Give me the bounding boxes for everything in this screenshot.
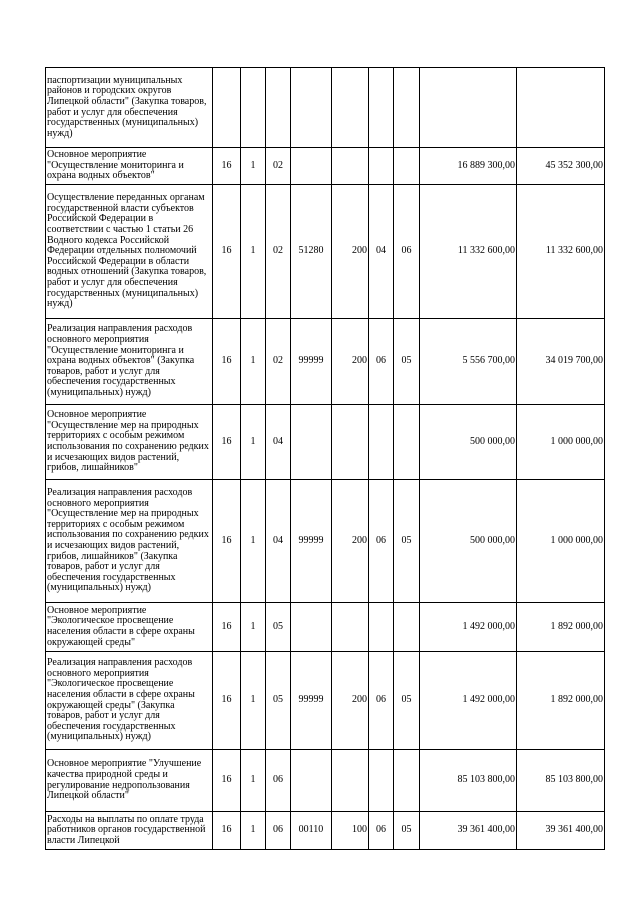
code-measure: 02 [266, 148, 291, 185]
code-direction: 99999 [291, 319, 332, 405]
code-subprogram: 1 [241, 750, 266, 812]
code-subsection: 06 [394, 185, 420, 319]
code-expense-type: 200 [332, 319, 369, 405]
code-expense-type [332, 405, 369, 480]
code-direction [291, 750, 332, 812]
code-measure [266, 68, 291, 148]
code-section [369, 603, 394, 652]
amount-year-2: 34 019 700,00 [517, 319, 605, 405]
code-program: 16 [213, 480, 241, 603]
code-section: 06 [369, 319, 394, 405]
table-row [46, 652, 605, 750]
code-program: 16 [213, 812, 241, 850]
code-program [213, 68, 241, 148]
amount-year-1: 11 332 600,00 [420, 185, 517, 319]
code-measure: 04 [266, 405, 291, 480]
code-subsection [394, 148, 420, 185]
row-name: Реализация направления расходов основного мероприятия "Осуществление мер на природных территориях с особым режимом использования по сохранению редких и исчезающих видов растений, грибов, лишайников" (Закупка товаров, работ и услуг для обеспечения государственных (муниципальных) нужд) [46, 480, 213, 603]
code-program: 16 [213, 185, 241, 319]
amount-year-1: 500 000,00 [420, 480, 517, 603]
row-name: Осуществление переданных органам государственной власти субъектов Российской Федерации в соответствии с частью 1 статьи 26 Водного кодекса Российской Федерации отдельных полномочий Российской Федерации в области водных отношений (Закупка товаров, работ и услуг для обеспечения государственных (муниципальных) нужд) [46, 185, 213, 319]
code-subprogram: 1 [241, 812, 266, 850]
amount-year-2: 45 352 300,00 [517, 148, 605, 185]
code-expense-type: 200 [332, 480, 369, 603]
table-row [46, 812, 605, 850]
budget-table [45, 67, 605, 850]
code-subsection: 05 [394, 652, 420, 750]
code-subsection: 05 [394, 812, 420, 850]
amount-year-2: 11 332 600,00 [517, 185, 605, 319]
code-program: 16 [213, 405, 241, 480]
code-section: 06 [369, 812, 394, 850]
code-subsection: 05 [394, 480, 420, 603]
code-section [369, 68, 394, 148]
row-name: Реализация направления расходов основного мероприятия "Осуществление мониторинга и охрана водных объектов" (Закупка товаров, работ и услуг для обеспечения государственных (муниципальных) нужд) [46, 319, 213, 405]
code-subprogram: 1 [241, 185, 266, 319]
amount-year-2 [517, 68, 605, 148]
amount-year-2: 1 892 000,00 [517, 652, 605, 750]
code-section [369, 405, 394, 480]
table-row [46, 405, 605, 480]
code-program: 16 [213, 652, 241, 750]
code-section: 06 [369, 480, 394, 603]
table-row [46, 750, 605, 812]
table-row [46, 68, 605, 148]
table-row [46, 319, 605, 405]
row-name: Основное мероприятие "Экологическое просвещение населения области в сфере охраны окружающей среды" [46, 603, 213, 652]
code-subprogram: 1 [241, 319, 266, 405]
code-subprogram: 1 [241, 603, 266, 652]
code-direction: 99999 [291, 652, 332, 750]
row-name: Расходы на выплаты по оплате труда работников органов государственной власти Липецкой [46, 812, 213, 850]
table-row [46, 603, 605, 652]
code-measure: 06 [266, 812, 291, 850]
code-program: 16 [213, 319, 241, 405]
code-direction: 00110 [291, 812, 332, 850]
code-expense-type: 200 [332, 185, 369, 319]
code-expense-type [332, 750, 369, 812]
code-subsection [394, 750, 420, 812]
amount-year-1: 1 492 000,00 [420, 603, 517, 652]
code-section [369, 148, 394, 185]
code-program: 16 [213, 603, 241, 652]
code-program: 16 [213, 750, 241, 812]
code-subprogram [241, 68, 266, 148]
code-subprogram: 1 [241, 405, 266, 480]
code-expense-type [332, 68, 369, 148]
code-expense-type: 200 [332, 652, 369, 750]
code-subsection: 05 [394, 319, 420, 405]
code-direction [291, 405, 332, 480]
code-measure: 04 [266, 480, 291, 603]
code-expense-type [332, 603, 369, 652]
amount-year-2: 85 103 800,00 [517, 750, 605, 812]
code-subsection [394, 603, 420, 652]
code-subprogram: 1 [241, 148, 266, 185]
code-direction: 99999 [291, 480, 332, 603]
code-program: 16 [213, 148, 241, 185]
amount-year-1 [420, 68, 517, 148]
code-measure: 02 [266, 319, 291, 405]
code-measure: 05 [266, 603, 291, 652]
code-section: 04 [369, 185, 394, 319]
code-section: 06 [369, 652, 394, 750]
row-name: Основное мероприятие "Осуществление мониторинга и охрана водных объектов" [46, 148, 213, 185]
code-expense-type: 100 [332, 812, 369, 850]
amount-year-2: 1 000 000,00 [517, 405, 605, 480]
row-name: паспортизации муниципальных районов и городских округов Липецкой области" (Закупка товаров, работ и услуг для обеспечения государственных (муниципальных) нужд) [46, 68, 213, 148]
code-measure: 05 [266, 652, 291, 750]
amount-year-1: 39 361 400,00 [420, 812, 517, 850]
code-measure: 06 [266, 750, 291, 812]
code-direction [291, 603, 332, 652]
table-row [46, 148, 605, 185]
amount-year-1: 16 889 300,00 [420, 148, 517, 185]
table-body [46, 68, 605, 850]
code-subsection [394, 68, 420, 148]
code-direction [291, 148, 332, 185]
code-expense-type [332, 148, 369, 185]
row-name: Основное мероприятие "Осуществление мер на природных территориях с особым режимом использования по сохранению редких и исчезающих видов растений, грибов, лишайников" [46, 405, 213, 480]
amount-year-2: 1 000 000,00 [517, 480, 605, 603]
table-row [46, 185, 605, 319]
table-row [46, 480, 605, 603]
amount-year-1: 5 556 700,00 [420, 319, 517, 405]
code-subprogram: 1 [241, 652, 266, 750]
row-name: Основное мероприятие "Улучшение качества природной среды и регулирование недропользования Липецкой области" [46, 750, 213, 812]
code-measure: 02 [266, 185, 291, 319]
amount-year-1: 500 000,00 [420, 405, 517, 480]
code-section [369, 750, 394, 812]
code-direction: 51280 [291, 185, 332, 319]
code-subsection [394, 405, 420, 480]
amount-year-2: 1 892 000,00 [517, 603, 605, 652]
amount-year-1: 85 103 800,00 [420, 750, 517, 812]
row-name: Реализация направления расходов основного мероприятия "Экологическое просвещение населения области в сфере охраны окружающей среды" (Закупка товаров, работ и услуг для обеспечения государственных (муниципальных) нужд) [46, 652, 213, 750]
amount-year-1: 1 492 000,00 [420, 652, 517, 750]
code-subprogram: 1 [241, 480, 266, 603]
amount-year-2: 39 361 400,00 [517, 812, 605, 850]
code-direction [291, 68, 332, 148]
